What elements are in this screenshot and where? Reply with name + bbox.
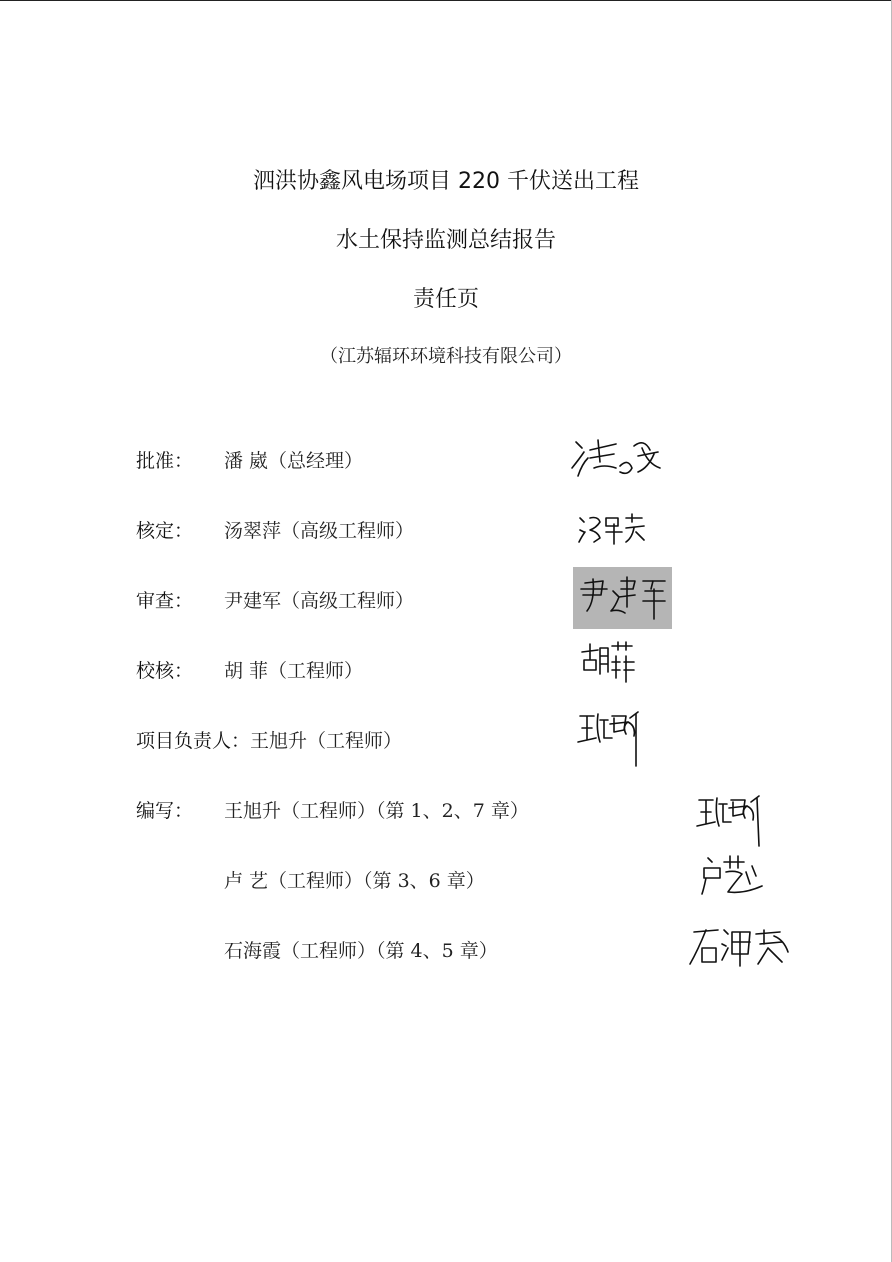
person-name: 卢 艺（工程师）（第 3、6 章） [224, 870, 485, 892]
role-label: 审查： [136, 590, 194, 612]
top-border [0, 0, 892, 1]
signature-shi-haixia [688, 922, 798, 972]
author-row-2 [224, 866, 485, 896]
signature-wang-xusheng [576, 708, 646, 772]
signature-tang-cuiping [576, 510, 652, 550]
person-name: 王旭升（工程师） [250, 730, 403, 752]
signatory-row-verify [136, 516, 414, 546]
role-label: 核定： [136, 520, 194, 542]
signature-hu-fei [578, 638, 638, 684]
signatory-row-approve [136, 446, 363, 476]
signatory-row-project-lead [136, 726, 402, 756]
signatory-row-check [136, 656, 363, 686]
role-label: 项目负责人： [136, 730, 251, 752]
person-name: 石海霞（工程师）（第 4、5 章） [224, 940, 498, 962]
person-name: 王旭升（工程师）（第 1、2、7 章） [224, 800, 529, 822]
role-label: 校核： [136, 660, 194, 682]
signature-yin-jianjun [573, 567, 672, 629]
author-row-3 [224, 936, 498, 966]
signatory-row-review [136, 586, 414, 616]
role-label: 批准： [136, 450, 194, 472]
signature-wang-xusheng-author [695, 792, 769, 850]
person-name: 胡 菲（工程师） [224, 660, 364, 682]
author-row-1 [136, 796, 529, 826]
page-title: 责任页 [412, 287, 479, 312]
report-title-line2: 水土保持监测总结报告 [335, 228, 556, 253]
signature-pan-wei [568, 428, 668, 484]
report-title-line1: 泗洪协鑫风电场项目 220 千伏送出工程 [253, 169, 639, 194]
person-name: 尹建军（高级工程师） [224, 590, 415, 612]
company-name: （江苏辐环环境科技有限公司） [320, 346, 572, 367]
person-name: 潘 崴（总经理） [224, 450, 364, 472]
person-name: 汤翠萍（高级工程师） [224, 520, 415, 542]
signature-lu-yi [700, 852, 770, 900]
role-label: 编写： [136, 800, 194, 822]
